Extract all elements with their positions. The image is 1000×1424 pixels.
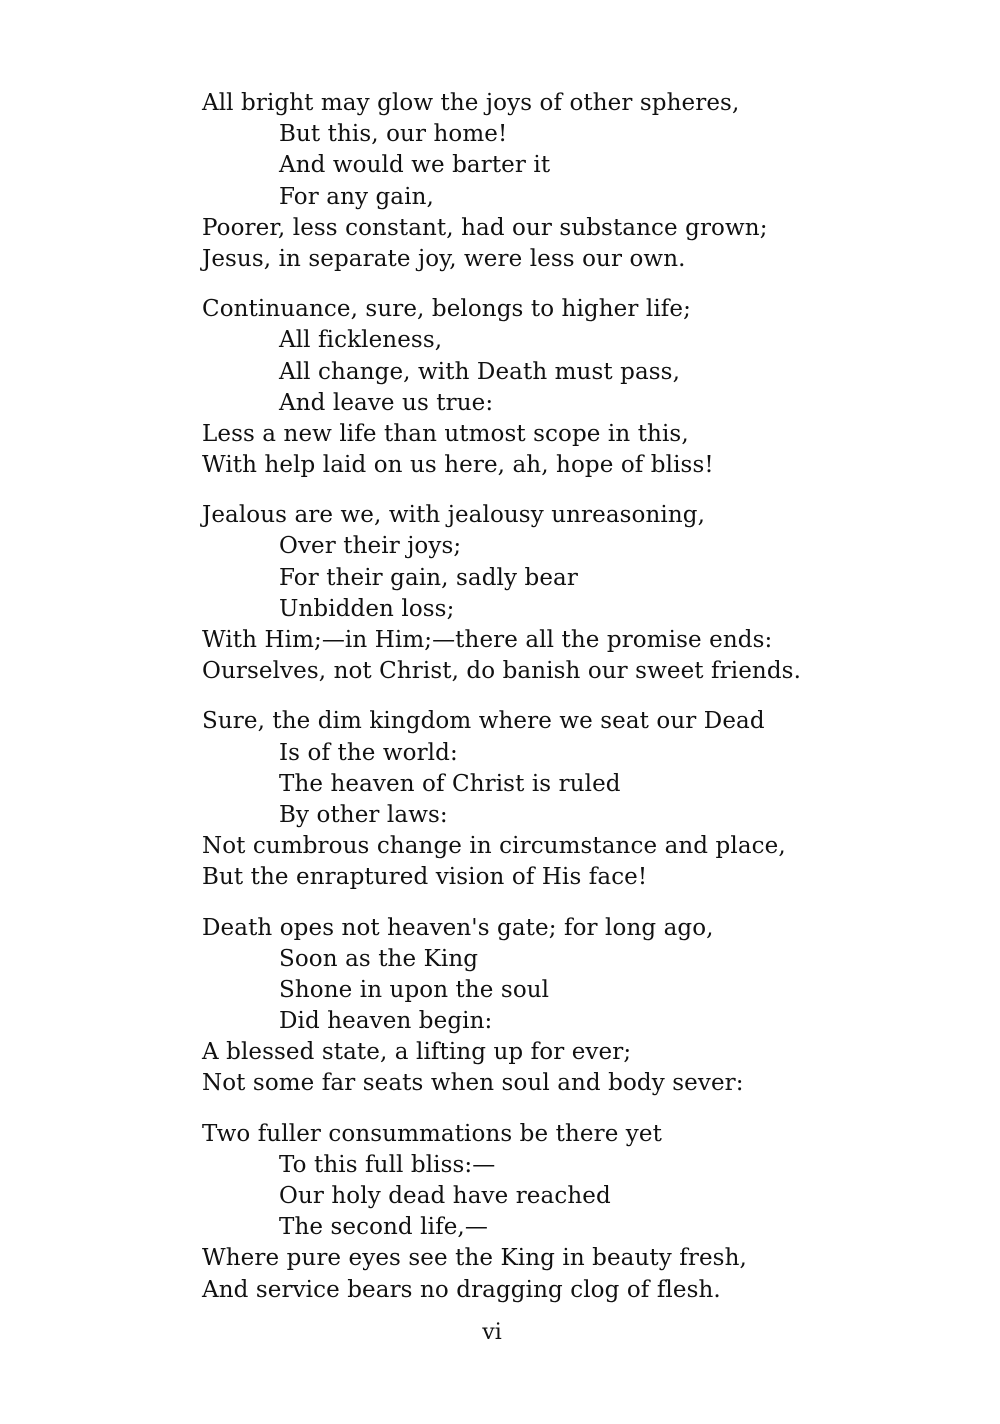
poem-line: Not some far seats when soul and body sever: bbox=[202, 1070, 744, 1097]
poem-line: Soon as the King bbox=[279, 945, 479, 972]
poem-line: Over their joys; bbox=[279, 533, 462, 560]
poem-line: Our holy dead have reached bbox=[279, 1183, 611, 1209]
poem-line: Shone in upon the soul bbox=[279, 976, 550, 1003]
poem-line: To this full bliss:— bbox=[279, 1151, 496, 1178]
stanza-4 bbox=[202, 706, 902, 893]
stanza-6 bbox=[202, 1119, 902, 1306]
poem-line: Jesus, in separate joy, were less our own. bbox=[202, 245, 686, 272]
poem-line: For any gain, bbox=[279, 183, 434, 210]
poem-line: Is of the world: bbox=[279, 739, 458, 766]
poem-line: Two fuller consummations be there yet bbox=[202, 1120, 662, 1147]
poem-line: Sure, the dim kingdom where we seat our Dead bbox=[202, 708, 765, 735]
poem-line: All bright may glow the joys of other spheres, bbox=[202, 90, 740, 116]
poem-line: By other laws: bbox=[279, 801, 448, 828]
poem-line: Not cumbrous change in circumstance and place, bbox=[202, 833, 786, 860]
poem-line: Continuance, sure, belongs to higher life; bbox=[202, 296, 691, 323]
poem-line: Unbidden loss; bbox=[279, 595, 455, 622]
stanza-5 bbox=[202, 913, 902, 1100]
stanza-2 bbox=[202, 294, 902, 481]
poem-line: Poorer, less constant, had our substance grown; bbox=[202, 214, 768, 241]
poem-line: The heaven of Christ is ruled bbox=[279, 770, 621, 797]
poem-line: For their gain, sadly bear bbox=[279, 564, 578, 591]
poem bbox=[202, 88, 902, 1325]
poem-line: And service bears no dragging clog of flesh. bbox=[202, 1276, 721, 1303]
poem-line: And would we barter it bbox=[279, 152, 551, 179]
poem-line: The second life,— bbox=[279, 1214, 488, 1241]
poem-line: Did heaven begin: bbox=[279, 1008, 493, 1035]
poem-line: With help laid on us here, ah, hope of bliss! bbox=[202, 452, 714, 479]
poem-line: Less a new life than utmost scope in this, bbox=[202, 420, 689, 447]
poem-line: Ourselves, not Christ, do banish our sweet friends. bbox=[202, 658, 801, 685]
poem-line: Jealous are we, with jealousy unreasoning, bbox=[202, 502, 706, 529]
poem-line: All change, with Death must pass, bbox=[279, 358, 680, 385]
poem-line: But the enraptured vision of His face! bbox=[202, 864, 648, 891]
stanza-3 bbox=[202, 500, 902, 687]
poem-line: But this, our home! bbox=[279, 121, 508, 148]
poem-line: With Him;—in Him;—there all the promise ends: bbox=[202, 627, 773, 653]
poem-line: Where pure eyes see the King in beauty fresh, bbox=[202, 1245, 747, 1272]
page-number-label: vi bbox=[482, 1320, 502, 1345]
poem-line: And leave us true: bbox=[279, 389, 494, 416]
poem-line: All fickleness, bbox=[279, 327, 443, 354]
poem-line: Death opes not heaven's gate; for long ago, bbox=[202, 914, 714, 941]
page-number bbox=[0, 1318, 1000, 1348]
stanza-1 bbox=[202, 88, 902, 275]
poem-line: A blessed state, a lifting up for ever; bbox=[202, 1039, 632, 1066]
